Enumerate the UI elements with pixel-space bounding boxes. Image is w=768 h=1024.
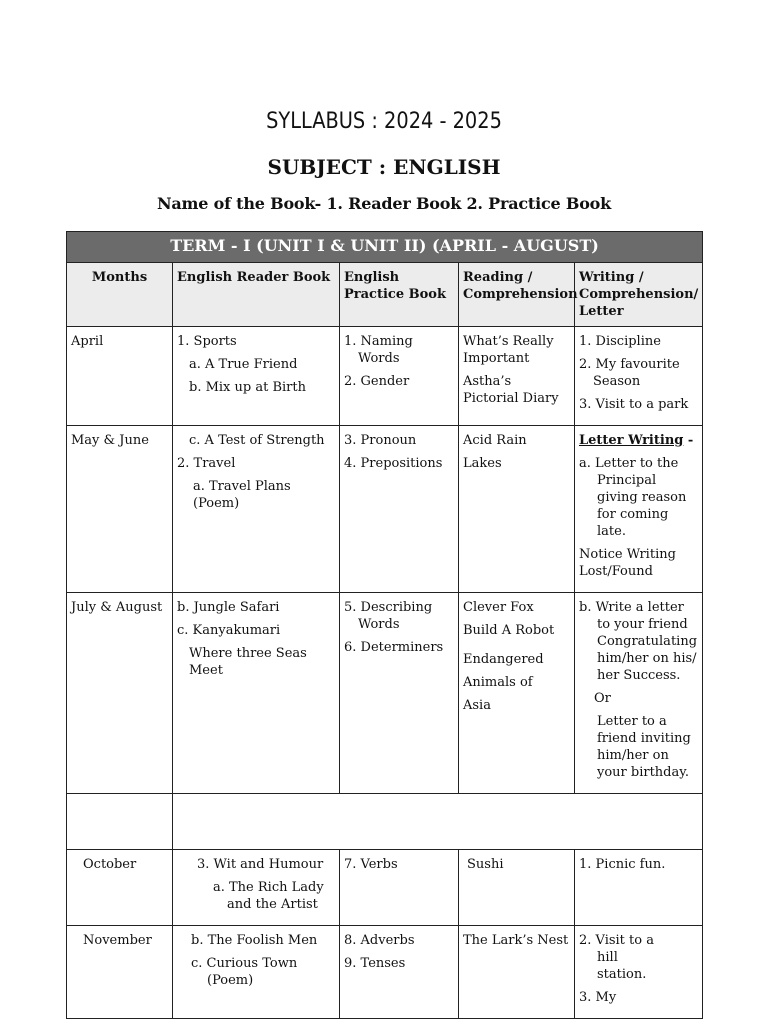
month-cell: November [67,926,173,1019]
list-item: 9. Tenses [344,956,406,971]
list-item: 8. Adverbs [344,933,415,948]
column-header-row [67,263,703,327]
list-item: Notice Writing Lost/Found [579,547,676,579]
list-item: Where three Seas Meet [189,646,307,678]
practice-cell [340,926,459,1019]
list-item: Build A Robot [463,623,555,638]
list-item: 2. Visit to a hill station. [579,933,654,982]
list-item: Sushi [467,857,504,872]
reader-cell [173,926,340,1019]
list-item: a. A True Friend [189,357,298,372]
list-item: Endangered [463,652,544,667]
writing-cell [575,593,703,794]
list-item: 2. Gender [344,374,410,389]
list-item: b. Jungle Safari [177,600,280,615]
term-title: TERM - I (UNIT I & UNIT II) (APRIL - AUGUST) [67,232,703,263]
month-cell [67,794,173,850]
list-item: 3. Wit and Humour [197,857,324,872]
syllabus-title: SYLLABUS : 2024 - 2025 [266,109,502,134]
column-header-months: Months [67,263,173,327]
list-item: Asia [463,698,491,713]
list-item: 5. Describing Words [344,600,433,632]
list-item: b. The Foolish Men [191,933,318,948]
column-header-writing: Writing / Comprehension/ Letter [575,263,703,327]
list-item: Or [594,691,611,706]
letter-writing-heading: Letter Writing [579,433,684,448]
list-item: Clever Fox [463,600,534,615]
list-item: c. Kanyakumari [177,623,281,638]
list-item: 1. Sports [177,334,237,349]
list-item: Lakes [463,456,502,471]
list-item: a. Letter to the Principal giving reason for coming late. [579,456,687,539]
list-item: a. The Rich Lady and the Artist [213,880,324,912]
reading-cell [459,850,575,926]
practice-cell [340,593,459,794]
column-header-reading: Reading / Comprehension [459,263,575,327]
heading-dash: - [683,433,694,448]
list-item: 3. Visit to a park [579,397,689,412]
table-row [67,426,703,593]
table-row [67,593,703,794]
list-item: 6. Determiners [344,640,444,655]
list-item: The Lark’s Nest [463,933,569,948]
subject-heading: SUBJECT : ENGLISH [267,155,501,179]
letter-writing-heading-line [579,432,698,449]
column-header-practice: English Practice Book [340,263,459,327]
reading-cell [459,926,575,1019]
list-item: a. Travel Plans (Poem) [193,479,291,511]
list-item: 1. Picnic fun. [579,857,666,872]
writing-cell [575,926,703,1019]
writing-cell [575,426,703,593]
table-row [67,327,703,426]
table-row [67,794,703,850]
list-item: Animals of [463,675,533,690]
month-cell: July & August [67,593,173,794]
practice-cell [340,327,459,426]
list-item: c. A Test of Strength [189,433,325,448]
reading-cell [459,426,575,593]
list-item: b. Write a letter to your friend Congratulating him/her on his/ her Success. [579,600,698,683]
column-header-reader: English Reader Book [173,263,340,327]
reading-cell [459,593,575,794]
list-item: 3. Pronoun [344,433,417,448]
list-item: Letter to a friend inviting him/her on your birthday. [597,714,691,780]
table-row [67,926,703,1019]
reader-cell [173,850,340,926]
list-item: 1. Discipline [579,334,661,349]
list-item: 1. Naming Words [344,334,413,366]
empty-merged-cell [173,794,703,850]
reader-cell [173,593,340,794]
practice-cell [340,850,459,926]
practice-cell [340,426,459,593]
list-item: 2. Travel [177,456,236,471]
list-item: 2. My favourite Season [579,357,680,389]
list-item: 4. Prepositions [344,456,443,471]
reading-cell [459,327,575,426]
book-name-line: Name of the Book- 1. Reader Book 2. Practice Book [156,194,612,213]
reader-cell [173,327,340,426]
table-row [67,850,703,926]
list-item: 7. Verbs [344,857,398,872]
writing-cell [575,327,703,426]
syllabus-table [66,231,703,1019]
list-item: Acid Rain [463,433,527,448]
month-cell: October [67,850,173,926]
list-item: What’s Really Important [463,334,554,366]
list-item: Astha’s Pictorial Diary [463,374,559,406]
list-item: 3. My [579,990,617,1005]
list-item: c. Curious Town (Poem) [191,956,298,988]
month-cell: April [67,327,173,426]
term-header-row [67,232,703,263]
month-cell: May & June [67,426,173,593]
list-item: b. Mix up at Birth [189,380,306,395]
reader-cell [173,426,340,593]
writing-cell [575,850,703,926]
